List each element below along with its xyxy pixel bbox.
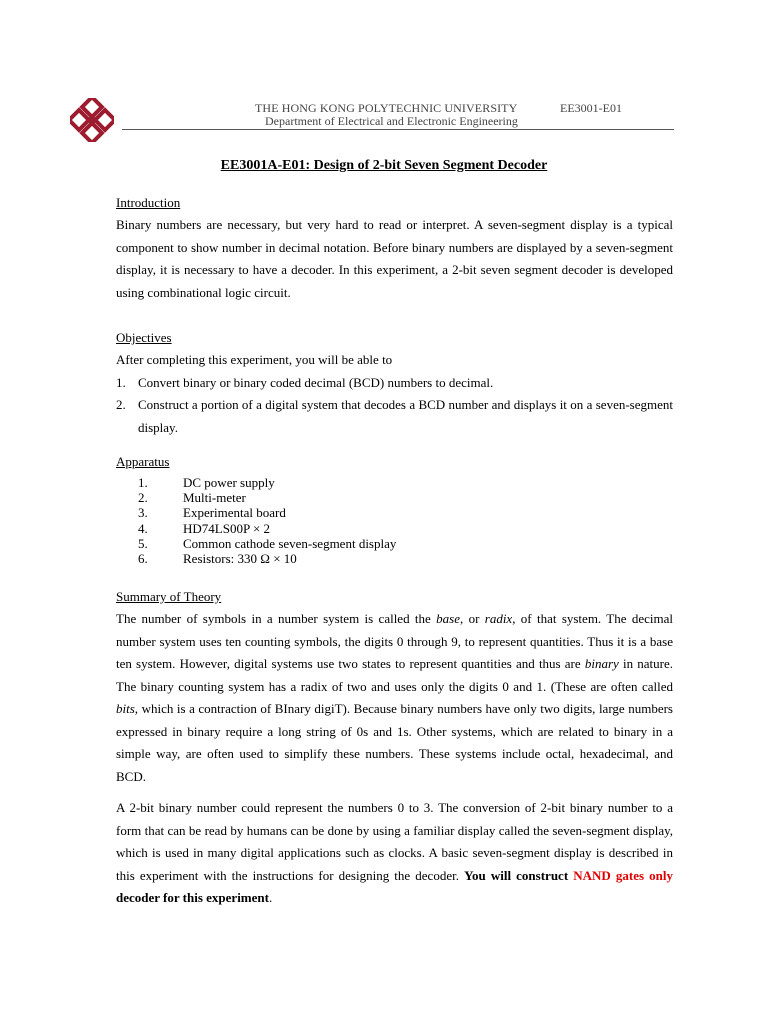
apparatus-section [116, 451, 673, 566]
theory-section [116, 586, 673, 910]
apparatus-heading: Apparatus [116, 454, 170, 469]
theory-heading: Summary of Theory [116, 589, 222, 604]
document-title: EE3001A-E01: Design of 2-bit Seven Segment Decoder [220, 158, 548, 173]
introduction-section [116, 192, 673, 304]
list-item: 4. HD74LS00P × 2 [138, 520, 271, 536]
header-divider [122, 129, 674, 130]
objectives-intro: After completing this experiment, you will be able to [116, 352, 393, 367]
introduction-text: Binary numbers are necessary, but very hard to read or interpret. A seven-segment display is a typical component to show number in decimal notation. Before binary numbers are displayed by a seven-segment display, it is necessary to have a decoder. In this experiment, a 2-bit seven segment decoder is developed using combinational logic circuit. [116, 217, 673, 300]
header-course-code: EE3001-E01 [560, 101, 622, 115]
header-department: Department of Electrical and Electronic Engineering [265, 114, 518, 128]
objectives-section [116, 327, 673, 439]
list-item: 1. DC power supply [138, 475, 275, 490]
apparatus-list [116, 475, 673, 566]
list-item: 2. Multi-meter [138, 490, 246, 506]
list-item: 5. Common cathode seven-segment display [138, 535, 397, 551]
header-university: THE HONG KONG POLYTECHNIC UNIVERSITY [255, 101, 518, 115]
list-item: 6. Resistors: 330 Ω × 10 [138, 551, 297, 567]
list-item: 3. Experimental board [138, 505, 286, 521]
list-item: 1. Convert binary or binary coded decimal (BCD) numbers to decimal. [116, 374, 494, 390]
university-logo-icon [70, 98, 114, 142]
theory-paragraph-1: The number of symbols in a number system is called the base, or radix, of that system. The decimal number system uses ten counting symbols, the digits 0 through 9, to represent quantities. Thus it is a base ten system. However, digital systems use two states to represent quantities and thus are binary in nature. The binary counting system has a radix of two and uses only the digits 0 and 1. (These are often called bits, which is a contraction of BInary digiT). Because binary numbers have only two digits, large numbers expressed in binary require a long string of 0s and 1s. Other systems, which are related to binary in a simple way, are often used to simplify these numbers. These systems include octal, hexadecimal, and BCD. [116, 611, 673, 784]
list-item: 2. Construct a portion of a digital system that decodes a BCD number and displays it on a seven-segment display. [116, 397, 673, 435]
objectives-list [116, 372, 673, 440]
objectives-heading: Objectives [116, 330, 172, 345]
introduction-heading: Introduction [116, 195, 181, 210]
nand-emphasis: NAND gates only [573, 867, 673, 883]
theory-paragraph-2: A 2-bit binary number could represent the numbers 0 to 3. The conversion of 2-bit binary number to a form that can be read by humans can be done by using a familiar display called the seven-segment display, which is used in many digital applications such as clocks. A basic seven-segment display is described in this experiment with the instructions for designing the decoder. You will construct NAND gates only decoder for this experiment. [116, 800, 673, 905]
